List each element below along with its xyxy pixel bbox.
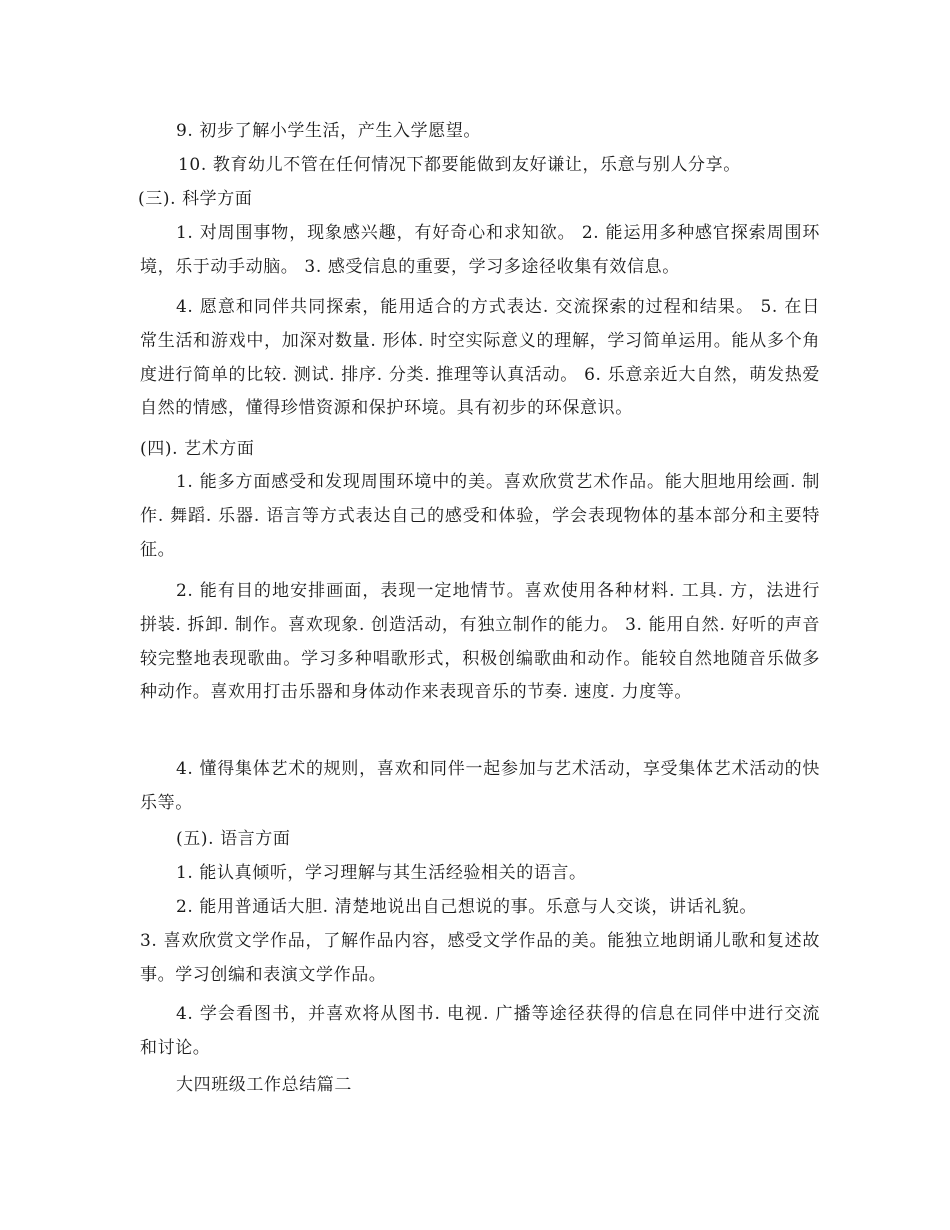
- item-9: 9. 初步了解小学生活，产生入学愿望。: [176, 121, 482, 141]
- section-heading-language: (五). 语言方面: [176, 829, 291, 849]
- language-paragraph-3: 3. 喜欢欣赏文学作品，了解作品内容，感受文学作品的美。能独立地朗诵儿歌和复述故事。学习创编和表演文学作品。: [140, 931, 820, 985]
- art-paragraph-2: 2. 能有目的地安排画面，表现一定地情节。喜欢使用各种材料. 工具. 方，法进行拼装. 拆卸. 制作。喜欢现象. 创造活动，有独立制作的能力。 3. 能用自然. 好听的声音较完整地表现歌曲。学习多种唱歌形式，积极创编歌曲和动作。能较自然地随音乐做多种动作。喜欢用打击乐器和身体动作来表现音乐的节奏. 速度. 力度等。: [140, 581, 820, 703]
- section-heading-science: (三). 科学方面: [138, 189, 253, 209]
- item-10: 10. 教育幼儿不管在任何情况下都要能做到友好谦让，乐意与别人分享。: [178, 155, 741, 175]
- next-section-title: 大四班级工作总结篇二: [176, 1075, 352, 1095]
- language-paragraph-4: 4. 学会看图书，并喜欢将从图书. 电视. 广播等途径获得的信息在同伴中进行交流和讨论。: [140, 1004, 820, 1058]
- science-paragraph-1: 1. 对周围事物，现象感兴趣，有好奇心和求知欲。 2. 能运用多种感官探索周围环境，乐于动手动脑。 3. 感受信息的重要，学习多途径收集有效信息。: [140, 223, 820, 277]
- science-paragraph-2: 4. 愿意和同伴共同探索，能用适合的方式表达. 交流探索的过程和结果。 5. 在日常生活和游戏中，加深对数量. 形体. 时空实际意义的理解，学习简单运用。能从多个角度进行简单的比较. 测试. 排序. 分类. 推理等认真活动。 6. 乐意亲近大自然，萌发热爱自然的情感，懂得珍惜资源和保护环境。具有初步的环保意识。: [140, 297, 820, 419]
- language-item-1: 1. 能认真倾听，学习理解与其生活经验相关的语言。: [176, 863, 587, 883]
- language-item-2: 2. 能用普通话大胆. 清楚地说出自己想说的事。乐意与人交谈，讲话礼貌。: [176, 897, 758, 917]
- art-paragraph-1: 1. 能多方面感受和发现周围环境中的美。喜欢欣赏艺术作品。能大胆地用绘画. 制作. 舞蹈. 乐器. 语言等方式表达自己的感受和体验，学会表现物体的基本部分和主要特征。: [140, 472, 820, 560]
- art-paragraph-3: 4. 懂得集体艺术的规则，喜欢和同伴一起参加与艺术活动，享受集体艺术活动的快乐等。: [140, 759, 820, 813]
- section-heading-art: (四). 艺术方面: [140, 439, 255, 459]
